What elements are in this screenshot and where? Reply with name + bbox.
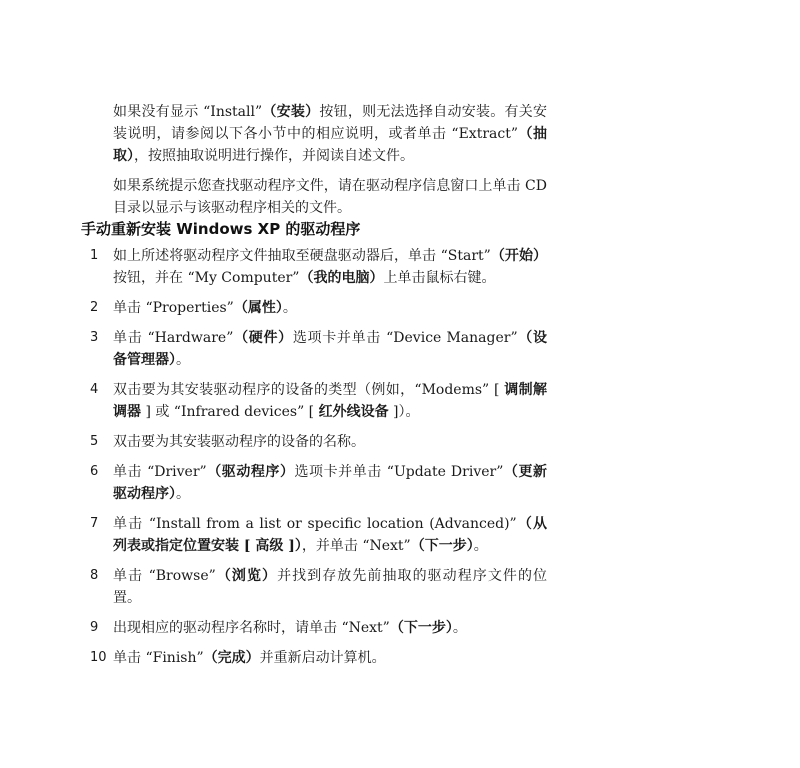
bold-term: （开始） [490, 248, 547, 264]
step-number: 1 [90, 248, 99, 263]
step-text [113, 617, 547, 639]
text-run: 单击 “Properties” [113, 300, 234, 316]
bold-term: （安装） [262, 104, 320, 120]
bold-term: （硬件） [233, 330, 293, 346]
text-run: 选项卡并单击 “Device Manager” [292, 330, 518, 346]
text-run: 双击要为其安装驱动程序的设备的名称。 [113, 434, 365, 450]
step-item [81, 297, 547, 319]
step-number: 2 [90, 300, 99, 315]
text-run: 如上所述将驱动程序文件抽取至硬盘驱动器后，单击 “Start” [113, 248, 491, 264]
bold-term: （浏览） [215, 568, 278, 584]
bold-term: 调制解调器 [113, 382, 548, 420]
step-item [81, 431, 547, 453]
text-run: 。 [282, 300, 297, 316]
text-run: ，并单击 “Next” [301, 538, 411, 554]
text-run: 单击 “Install from a list or specific location (Advanced)” [113, 516, 517, 532]
text-run: 并找到存放先前抽取的驱动程序文件的位置。 [113, 568, 548, 606]
intro-section [113, 101, 547, 227]
step-text [113, 245, 547, 289]
step-item [81, 327, 547, 371]
bold-term: （抽取） [113, 126, 547, 164]
bold-term: （设备管理器） [113, 330, 547, 368]
step-number: 5 [90, 434, 99, 449]
text-run: ] 或 “Infrared devices” [ [141, 404, 319, 420]
step-item [81, 647, 547, 669]
step-item [81, 245, 547, 289]
bold-term: （完成） [203, 650, 260, 666]
text-run: 单击 “Finish” [113, 650, 204, 666]
step-number: 10 [90, 650, 107, 665]
text-run: 按钮，则无法选择自动安装。有关安装说明，请参阅以下各小节中的相应说明，或者单击 “Extract” [113, 104, 547, 142]
bold-term: （从列表或指定位置安装 [ 高级 ]） [113, 516, 547, 554]
text-run: 双击要为其安装驱动程序的设备的类型（例如，“Modems” [ [113, 382, 505, 398]
text-run: 选项卡并单击 “Update Driver” [294, 464, 504, 480]
bold-term: （驱动程序） [206, 464, 295, 480]
text-run: 单击 “Browse” [113, 568, 216, 584]
bold-term: 红外线设备 [318, 404, 389, 420]
steps-list [81, 245, 547, 677]
text-run: 。 [176, 486, 190, 502]
step-item [81, 565, 547, 609]
step-item [81, 617, 547, 639]
step-text [113, 297, 547, 319]
step-text [113, 431, 547, 453]
step-number: 3 [90, 330, 99, 345]
step-item [81, 513, 547, 557]
text-run: ，按照抽取说明进行操作，并阅读自述文件。 [134, 148, 414, 164]
step-text [113, 647, 547, 669]
text-run: 。 [176, 352, 190, 368]
text-run: 按钮，并在 “My Computer” [113, 270, 300, 286]
text-run: ]）。 [388, 404, 420, 420]
step-item [81, 461, 547, 505]
bold-term: （更新驱动程序） [113, 464, 548, 502]
text-run: 并重新启动计算机。 [259, 650, 386, 666]
intro-paragraph [113, 175, 547, 219]
text-run: 。 [473, 538, 488, 554]
step-item [81, 379, 547, 423]
step-number: 8 [90, 568, 99, 583]
intro-paragraph [113, 101, 547, 167]
bold-term: （我的电脑） [299, 270, 384, 286]
text-run: 上单击鼠标右键。 [383, 270, 496, 286]
step-text [113, 461, 547, 505]
bold-term: （下一步） [389, 620, 453, 636]
text-run: 如果没有显示 “Install” [113, 104, 263, 120]
step-number: 4 [90, 382, 99, 397]
step-text [113, 327, 547, 371]
step-text [113, 379, 547, 423]
step-number: 9 [90, 620, 99, 635]
text-run: 。 [452, 620, 467, 636]
section-heading: 手动重新安装 Windows XP 的驱动程序 [81, 220, 361, 238]
text-run: 出现相应的驱动程序名称时，请单击 “Next” [113, 620, 390, 636]
bold-term: （属性） [233, 300, 283, 316]
step-text [113, 565, 547, 609]
step-text [113, 513, 547, 557]
text-run: 单击 “Driver” [113, 464, 207, 480]
text-run: 单击 “Hardware” [113, 330, 234, 346]
step-number: 6 [90, 464, 99, 479]
bold-term: （下一步） [410, 538, 474, 554]
text-run: 如果系统提示您查找驱动程序文件，请在驱动程序信息窗口上单击 CD 目录以显示与该驱动程序相关的文件。 [113, 178, 547, 216]
step-number: 7 [90, 516, 99, 531]
